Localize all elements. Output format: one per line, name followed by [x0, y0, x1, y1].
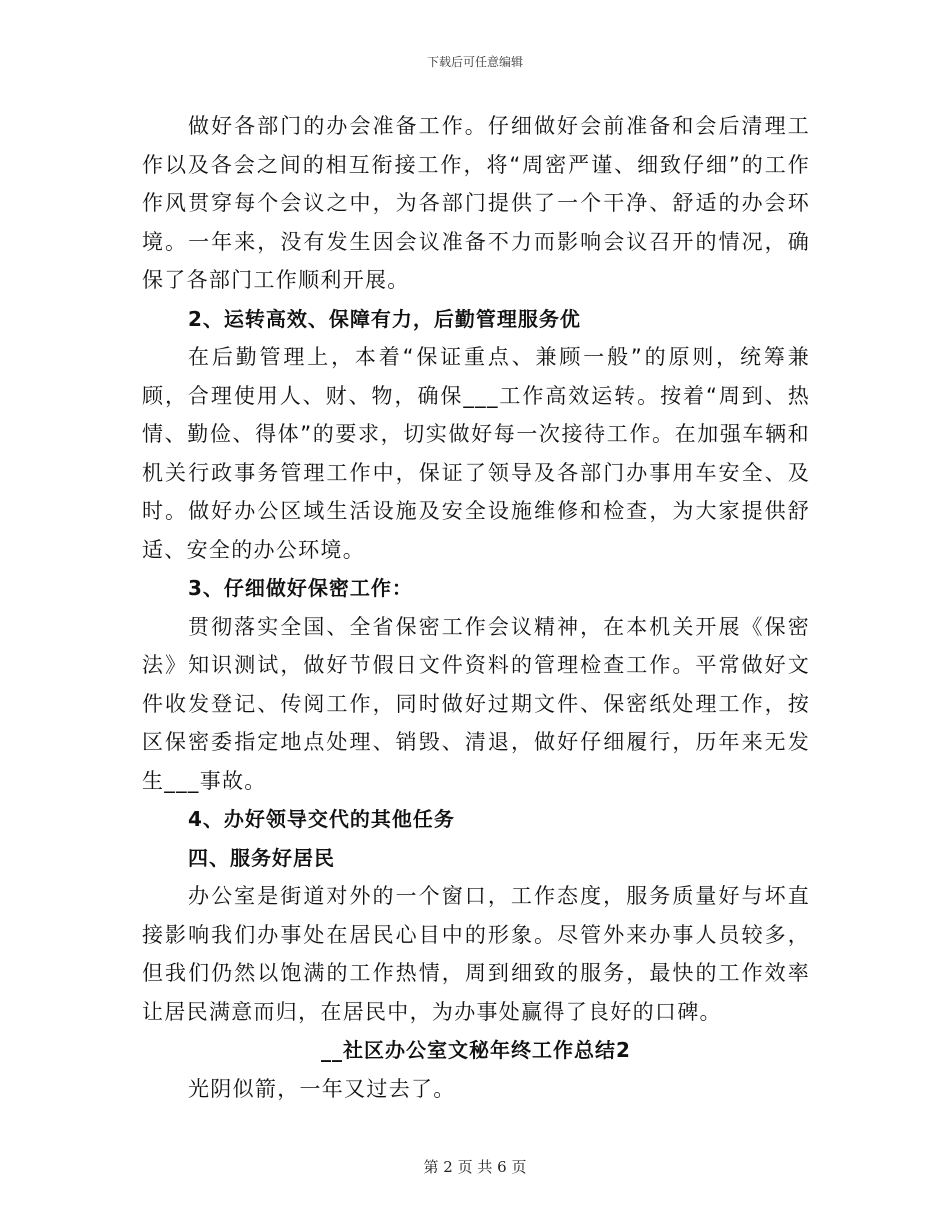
paragraph-confidentiality: 贯彻落实全国、全省保密工作会议精神，在本机关开展《保密法》知识测试，做好节假日文件资料的管理检查工作。平常做好文件收发登记、传阅工作，同时做好过期文件、保密纸处理工作，按区保密委指定地点处理、销毁、清退，做好仔细履行，历年来无发生___事故。	[142, 614, 810, 793]
document-title-2: __社区办公室文秘年终工作总结2	[321, 1038, 631, 1062]
paragraph-meeting-prep: 做好各部门的办会准备工作。仔细做好会前准备和会后清理工作以及各会之间的相互衔接工作，将“周密严谨、细致仔细”的工作作风贯穿每个会议之中，为各部门提供了一个干净、舒适的办会环境。一年来，没有发生因会议准备不力而影响会议召开的情况，确保了各部门工作顺利开展。	[142, 114, 810, 292]
heading-serve-residents: 四、服务好居民	[188, 845, 335, 870]
heading-logistics: 2、运转高效、保障有力，后勤管理服务优	[188, 306, 581, 331]
document-body	[142, 107, 810, 1108]
paragraph-serve-residents: 办公室是街道对外的一个窗口，工作态度，服务质量好与坏直接影响我们办事处在居民心目中的形象。尽管外来办事人员较多，但我们仍然以饱满的工作热情，周到细致的服务，最快的工作效率让居民满意而归，在居民中，为办事处赢得了良好的口碑。	[142, 884, 810, 1024]
page-number: 第 2 页 共 6 页	[423, 1158, 527, 1176]
paragraph-logistics: 在后勤管理上，本着“保证重点、兼顾一般”的原则，统筹兼顾，合理使用人、财、物，确保___工作高效运转。按着“周到、热情、勤俭、得体”的要求，切实做好每一次接待工作。在加强车辆和机关行政事务管理工作中，保证了领导及各部门办事用车安全、及时。做好办公区域生活设施及安全设施维修和检查，为大家提供舒适、安全的办公环境。	[142, 345, 810, 562]
page-header: 下载后可任意编辑	[426, 55, 523, 69]
paragraph-intro: 光阴似箭，一年又过去了。	[188, 1076, 456, 1101]
heading-other-tasks: 4、办好领导交代的其他任务	[188, 807, 455, 831]
heading-confidentiality: 3、仔细做好保密工作：	[188, 576, 413, 600]
